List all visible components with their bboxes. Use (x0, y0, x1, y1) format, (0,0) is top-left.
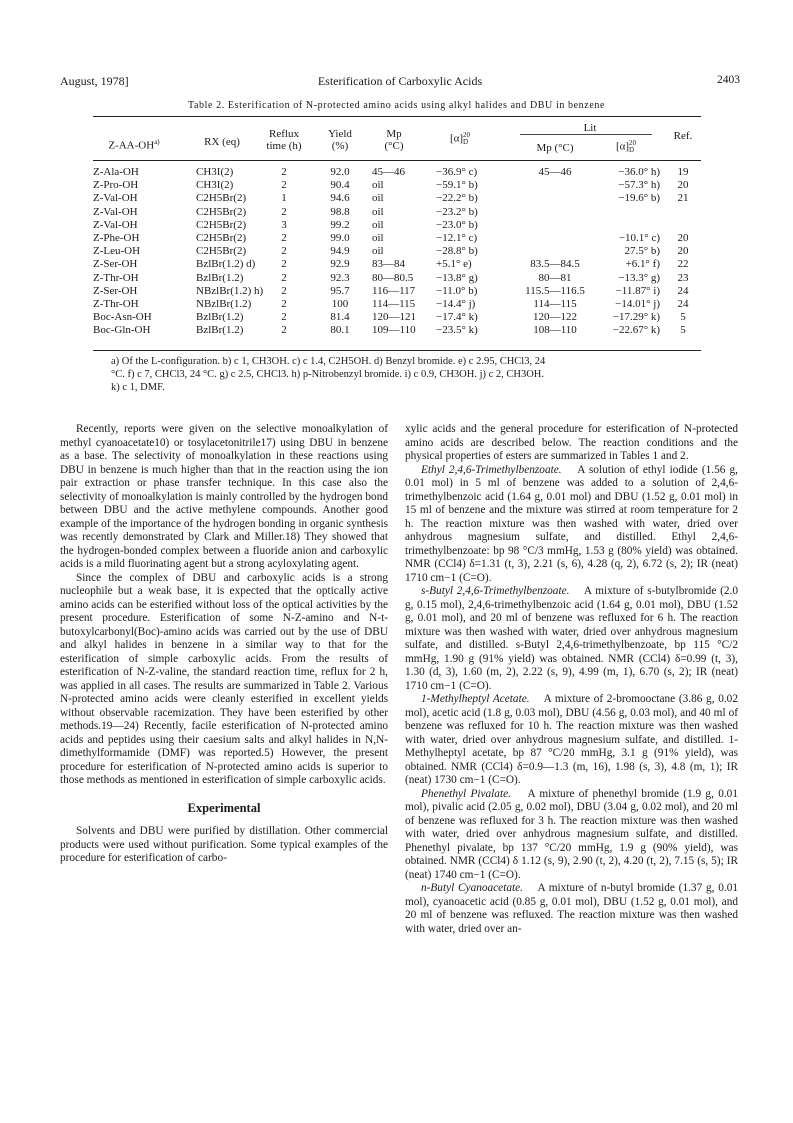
cell-yield: 80.1 (330, 324, 350, 337)
cell-yield: 92.0 (330, 166, 350, 178)
cell-reflux: 2 (281, 284, 287, 297)
cell-rx: BzlBr(1.2) d) (196, 258, 256, 271)
cell-yield: 99.2 (330, 218, 350, 231)
cell-yield: 100 (331, 298, 349, 310)
cell-lit-mp: 80—81 (538, 271, 572, 284)
cell-mp: oil (372, 192, 384, 205)
cell-rx: BzlBr(1.2) (196, 271, 244, 284)
cell-rx: CH3I(2) (196, 166, 234, 178)
cell-ref: 5 (680, 324, 686, 337)
table-row (0, 311, 793, 323)
page-number: 2403 (717, 74, 740, 86)
cell-mp: 45—46 (372, 166, 405, 178)
table-bottom-rule (93, 350, 701, 351)
table-caption: Table 2. Esterification of N-protected amino acids using alkyl halides and DBU in benzene (187, 100, 606, 111)
cell-lit-mp: 108—110 (533, 324, 577, 337)
left-column (60, 423, 388, 866)
table-row (0, 258, 793, 270)
table-row (0, 272, 793, 284)
table-row (0, 324, 793, 336)
cell-acid: Boc-Asn-OH (93, 311, 152, 324)
cell-acid: Z-Ala-OH (93, 166, 139, 178)
col-head-lit-rotation: [α] 20 D (615, 139, 637, 154)
cell-mp: oil (372, 232, 384, 244)
col-head-lit: Lit (583, 122, 597, 134)
paragraph: Solvents and DBU were purified by distillation. Other commercial products were used without purification. Some typical examples of the procedure for esterification of carbo- (60, 825, 388, 864)
cell-acid: Z-Ser-OH (93, 284, 138, 297)
cell-ref: 22 (677, 258, 689, 271)
cell-lit-rotation: −11.87° i) (615, 284, 660, 297)
cell-rx: NBzlBr(1.2) (196, 298, 252, 310)
procedure-title: n-Butyl Cyanoacetate. (421, 882, 523, 894)
cell-ref: 20 (677, 232, 689, 244)
cell-acid: Z-Leu-OH (93, 245, 141, 258)
cell-lit-rotation: −36.0° h) (618, 166, 660, 178)
cell-acid: Z-Val-OH (93, 192, 138, 205)
cell-rotation: −23.2° b) (436, 205, 478, 218)
cell-rx: CH3I(2) (196, 179, 234, 192)
paragraph: xylic acids and the general procedure for esterification of N-protected amino acids are described below. The reaction conditions and the physical properties of esters are summarized in Tables 1 and 2. (405, 423, 738, 462)
lit-span-rule (520, 134, 652, 135)
col-head-mp: Mp (°C) (384, 128, 404, 152)
cell-lit-rotation: −57.3° h) (618, 179, 660, 192)
col-head-reflux: Reflux time (h) (266, 128, 302, 152)
cell-ref: 19 (677, 166, 689, 178)
cell-mp: oil (372, 245, 384, 258)
cell-rx: NBzlBr(1.2) h) (196, 284, 264, 297)
cell-reflux: 2 (281, 311, 287, 324)
right-column (405, 423, 738, 936)
table-row (0, 298, 793, 310)
cell-acid: Z-Val-OH (93, 218, 138, 231)
table-row (0, 179, 793, 191)
cell-ref: 23 (677, 271, 689, 284)
table-row (0, 285, 793, 297)
table-footnote: °C. f) c 7, CHCl3, 24 °C. g) c 2.5, CHCl3. h) p-Nitrobenzyl bromide. i) c 0.9, CH3OH. j) c 2, CH3OH. (111, 369, 545, 380)
cell-reflux: 2 (281, 232, 287, 244)
procedure-sbutyl-trimethylbenzoate: s-Butyl 2,4,6-Trimethylbenzoate. A mixture of s-butylbromide (2.0 g, 0.15 mol), 2,4,6-trimethylbenzoic acid (1.64 g, 0.01 mol), DBU (1.52 g, 0.01 mol), and 20 ml of benzene was refluxed for 6 h. The reaction mixture was then washed with water, dried over anhydrous magnesium sulfate, and distilled. s-Butyl 2,4,6-trimethylbenzoate, bp 115 °C/2 mmHg, 1.90 g (91% yield) was obtained. NMR (CCl4) δ=0.99 (t, 3), 1.30 (d, 3), 1.60 (m, 2), 2.22 (s, 9), 4.99 (m, 1), 6.70 (s, 2); IR (neat) 1710 cm−1 (C=O). (405, 585, 738, 692)
procedure-ethyl-trimethylbenzoate: Ethyl 2,4,6-Trimethylbenzoate. A solution of ethyl iodide (1.56 g, 0.01 mol) in 5 ml of benzene was added to a solution of 2,4,6-trimethylbenzoic acid (1.64 g, 0.01 mol) and DBU (1.52 g, 0.01 mol) in 15 ml of benzene and the mixture was stirred at room temperature for 2 h. The reaction mixture was then washed with water, dried over anhydrous magnesium sulfate, and distilled. Ethyl 2,4,6-trimethylbenzoate: bp 98 °C/3 mmHg, 1.53 g (80% yield) was obtained. NMR (CCl4) δ=1.31 (t, 3), 2.21 (s, 6), 4.28 (q, 2), 6.72 (s, 2); IR (neat) 1710 cm−1 (C=O). (405, 463, 738, 584)
procedure-title: s-Butyl 2,4,6-Trimethylbenzoate. (421, 585, 570, 597)
col-head-ref: Ref. (673, 130, 693, 142)
cell-rx: BzlBr(1.2) (196, 324, 244, 337)
cell-rotation: −59.1° b) (436, 179, 478, 192)
cell-reflux: 2 (281, 324, 287, 337)
cell-reflux: 2 (281, 166, 287, 178)
cell-acid: Z-Pro-OH (93, 179, 139, 192)
cell-yield: 94.9 (330, 245, 350, 258)
cell-ref: 24 (677, 298, 689, 310)
cell-acid: Z-Thr-OH (93, 298, 139, 310)
table-row (0, 206, 793, 218)
cell-lit-rotation: −10.1° c) (618, 232, 660, 244)
procedure-title: Ethyl 2,4,6-Trimethylbenzoate. (421, 463, 562, 476)
cell-rotation: −28.8° b) (436, 245, 478, 258)
col-head-lit-mp: Mp (°C) (536, 142, 574, 154)
running-header (60, 74, 740, 90)
cell-reflux: 2 (281, 298, 287, 310)
cell-yield: 99.0 (330, 232, 350, 244)
cell-rx: C2H5Br(2) (196, 192, 247, 205)
cell-rx: C2H5Br(2) (196, 232, 247, 244)
cell-lit-rotation: −19.6° b) (618, 192, 660, 205)
cell-lit-mp: 120—122 (533, 311, 577, 324)
procedure-nbutyl-cyanoacetate: n-Butyl Cyanoacetate. A mixture of n-butyl bromide (1.37 g, 0.01 mol), cyanoacetic acid (0.85 g, 0.01 mol), DBU (1.52 g, 0.01 mol), and 20 ml of benzene was refluxed. The reaction mixture was then washed with water, dried over an- (405, 882, 739, 935)
cell-reflux: 2 (281, 271, 287, 284)
cell-rotation: −14.4° j) (436, 298, 476, 310)
procedure-title: Phenethyl Pivalate. (421, 787, 511, 800)
cell-rx: BzlBr(1.2) (196, 311, 244, 324)
procedure-methylheptyl-acetate: 1-Methylheptyl Acetate. A mixture of 2-bromooctane (3.86 g, 0.02 mol), acetic acid (1.8 g, 0.03 mol), DBU (4.56 g, 0.03 mol), and 40 ml of benzene was refluxed for 10 h. The reaction mixture was then washed with water, dried over anhydrous magnesium sulfate, and distilled. 1-Methylheptyl acetate, bp 87 °C/20 mmHg, 3.1 g (91% yield), was obtained. NMR (CCl4) δ=0.9—1.3 (m, 16), 1.98 (s, 3), 4.8 (m, 1); IR (neat) 1730 cm−1 (C=O). (405, 693, 738, 786)
cell-lit-rotation: −22.67° k) (612, 324, 660, 337)
cell-mp: 116—117 (372, 284, 416, 297)
paragraph: Since the complex of DBU and carboxylic acids is a strong nucleophile but a weak base, it is expected that the optically active amino acids can be esterified without loss of the optical activities by the present procedure. Esterification of some N-Z-amino and N-t-butoxylcarbonyl(Boc)-amino acids was carried out by the use of DBU and alkyl halides in benzene in a similar way to that for the esterification of simple carboxylic acids. From the results of esterification of N-Z-valine, the standard reaction time, reflux for 2 h, was applied in all cases. The results are summarized in Table 2. Various N-protected amino acids were cleanly esterified in excellent yields without observable racemization. They have been esterified by other methods.19—24) Recently, facile esterification of N-protected amino acids and peptides using their caesium salts and alkyl halides in N,N-dimethylformamide (DMF) was reported.5) However, the present procedure for esterification of N-protected amino acids is superior to those methods as mentioned in esterification of simple carboxylic acids. (60, 571, 388, 786)
procedure-title: 1-Methylheptyl Acetate. (421, 693, 530, 705)
cell-ref: 21 (677, 192, 689, 205)
col-head-rx: RX (eq) (204, 136, 240, 148)
cell-yield: 92.9 (330, 258, 350, 271)
table-row (0, 219, 793, 231)
cell-reflux: 2 (281, 245, 287, 258)
table-row (0, 166, 793, 178)
cell-reflux: 2 (281, 179, 287, 192)
cell-mp: 80—80.5 (372, 271, 414, 284)
cell-lit-rotation: −14.01° j) (615, 298, 660, 310)
cell-acid: Z-Phe-OH (93, 232, 140, 244)
cell-yield: 92.3 (330, 271, 350, 284)
cell-yield: 98.8 (330, 205, 350, 218)
cell-lit-rotation: +6.1° f) (625, 258, 660, 271)
cell-yield: 94.6 (330, 192, 350, 205)
paragraph: Recently, reports were given on the selective monoalkylation of methyl cyanoacetate10) or tosylacetonitrile17) using DBU in benzene as a base. The selectivity of monoalkylation in these reactions using DBU in benzene is much higher than that in the reaction using the ion pair extraction or phase transfer technique. In this case also the selectivity of monoalkylation is mainly controlled by the hydrogen bond between DBU and the active methylene compounds. Another good example of the importance of the hydrogen bonding in organic synthesis was recently demonstrated by Clark and Miller.18) They showed that the hydrogen-bonded complex between a fluoride anion and carboxylic acids is a mild fluorinating agent but a strong acyloxylating agent. (60, 423, 388, 570)
cell-rotation: −12.1° c) (436, 232, 478, 244)
cell-rx: C2H5Br(2) (196, 205, 247, 218)
table-row (0, 192, 793, 204)
cell-mp: oil (372, 205, 384, 218)
cell-ref: 24 (677, 284, 689, 297)
table-footnote: a) Of the L-configuration. b) c 1, CH3OH. c) c 1.4, C2H5OH. d) Benzyl bromide. e) c 2.95, CHCl3, 24 (111, 356, 546, 367)
cell-acid: Boc-Gln-OH (93, 324, 151, 337)
table-footnote: k) c 1, DMF. (111, 382, 165, 393)
cell-rotation: −17.4° k) (436, 311, 478, 324)
cell-lit-rotation: −13.3° g) (618, 271, 660, 284)
col-head-yield: Yield (%) (328, 128, 352, 152)
table-row (0, 232, 793, 244)
cell-mp: 120—121 (372, 311, 416, 324)
cell-rotation: −11.0° b) (436, 284, 478, 297)
cell-lit-mp: 114—115 (533, 298, 577, 310)
cell-rotation: −22.2° b) (436, 192, 478, 205)
table-header-rule (93, 160, 701, 161)
col-head-rotation: [α] 20 D (449, 131, 471, 146)
col-head-acid: Z-AA-OH$^{a)}$ (108, 138, 160, 152)
cell-reflux: 1 (281, 192, 287, 205)
cell-acid: Z-Ser-OH (93, 258, 138, 271)
cell-reflux: 3 (281, 218, 287, 231)
cell-mp: 114—115 (372, 298, 416, 310)
cell-acid: Z-Thr-OH (93, 271, 139, 284)
cell-rx: C2H5Br(2) (196, 218, 247, 231)
cell-mp: 109—110 (372, 324, 416, 337)
table-top-rule (93, 116, 701, 117)
cell-reflux: 2 (281, 205, 287, 218)
cell-rx: C2H5Br(2) (196, 245, 247, 258)
cell-mp: oil (372, 218, 384, 231)
cell-rotation: +5.1° e) (436, 258, 472, 271)
cell-mp: oil (372, 179, 384, 192)
cell-rotation: −36.9° c) (436, 166, 478, 178)
cell-ref: 20 (677, 245, 689, 258)
cell-rotation: −23.5° k) (436, 324, 478, 337)
cell-lit-mp: 83.5—84.5 (530, 258, 580, 271)
procedure-phenethyl-pivalate: Phenethyl Pivalate. A mixture of phenethyl bromide (1.9 g, 0.01 mol), pivalic acid (2.05 g, 0.02 mol), DBU (3.04 g, 0.02 mol), and 20 ml of benzene was refluxed for 3 h. The reaction mixture was then washed with water, dried over anhydrous magnesium sulfate, and distilled. Phenethyl pivalate, bp 137 °C/20 mmHg, 1.9 g (90% yield), was obtained. NMR (CCl4) δ 1.12 (s, 9), 2.90 (t, 2), 4.20 (t, 2), 7.15 (s, 5); IR (neat) 1740 cm−1 (C=O). (405, 787, 738, 881)
header-title: Esterification of Carboxylic Acids (317, 74, 483, 88)
cell-yield: 90.4 (330, 179, 350, 192)
cell-lit-mp: 45—46 (538, 166, 572, 178)
table-row (0, 245, 793, 257)
cell-rotation: −13.8° g) (436, 271, 478, 284)
cell-reflux: 2 (281, 258, 287, 271)
cell-acid: Z-Val-OH (93, 205, 138, 218)
cell-yield: 95.7 (330, 284, 350, 297)
cell-rotation: −23.0° b) (436, 218, 478, 231)
cell-ref: 20 (677, 179, 689, 192)
cell-lit-mp: 115.5—116.5 (525, 284, 585, 297)
cell-yield: 81.4 (330, 311, 350, 324)
cell-lit-rotation: 27.5° b) (624, 245, 660, 258)
header-date: August, 1978] (60, 74, 129, 88)
section-heading: Experimental (187, 800, 261, 815)
cell-mp: 83—84 (372, 258, 405, 271)
cell-lit-rotation: −17.29° k) (612, 311, 660, 324)
cell-ref: 5 (680, 311, 686, 324)
